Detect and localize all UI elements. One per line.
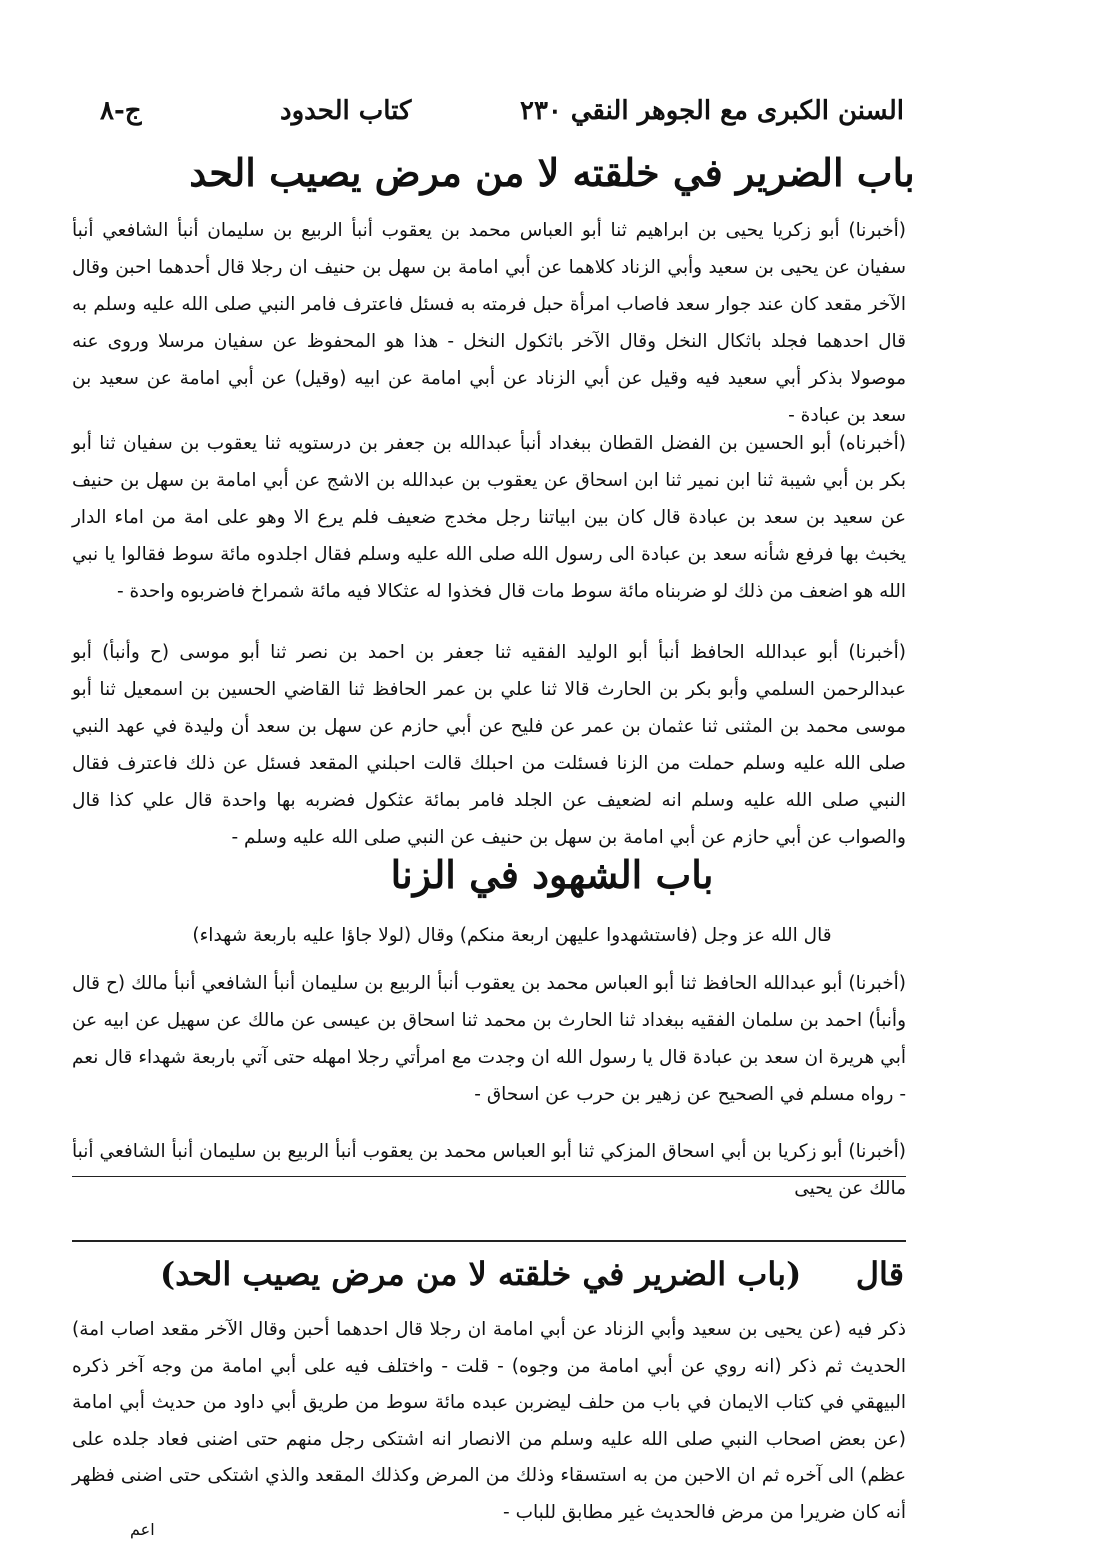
printer-signature: اعم [130,1520,155,1539]
commentary-title: (باب الضرير في خلقته لا من مرض يصيب الحد) [160,1255,802,1293]
commentary-label: قال [855,1255,904,1293]
running-header [100,96,904,136]
book-title: السنن الكبرى مع الجوهر النقي [570,96,904,126]
hadith-paragraph: (أخبرنا) أبو عبدالله الحافظ ثنا أبو العباس محمد بن يعقوب أنبأ الربيع بن سليمان أنبأ الشافعي أنبأ مالك (ح قال وأنبأ) احمد بن سلمان الفقيه ببغداد ثنا الحارث بن محمد ثنا اسحاق بن عيسى عن مالك عن سهيل عن ابيه عن أبي هريرة ان سعد بن عبادة قال يا رسول الله ان وجدت مع امرأتي رجلا امهله حتى آتي باربعة شهداء قال نعم - رواه مسلم في الصحيح عن زهير بن حرب عن اسحاق - [72,973,906,1105]
commentary-paragraph: ذكر فيه (عن يحيى بن سعيد وأبي الزناد عن أبي امامة ان رجلا قال احدهما أحبن وقال الآخر مقعد اصاب امة) الحديث ثم ذكر (انه روي عن أبي امامة من وجوه) - قلت - واختلف فيه على أبي امامة من وجه آخر ذكره البيهقي في كتاب الايمان في باب من حلف ليضربن عبده مائة سوط من طريق أبي داود من حديث أبي امامة (عن بعض اصحاب النبي صلى الله عليه وسلم من الانصار انه اشتكى رجل منهم حتى اضنى فعاد جلده على عظم) الى آخره ثم ان الاحبن من به استسقاء وذلك من المرض وكذلك المقعد والذي اشتكى حتى اضنى فظهر أنه كان ضريرا من مرض فالحديث غير مطابق للباب - [72,1319,906,1523]
divider [72,1176,906,1177]
hadith-paragraph: (أخبرنا) أبو زكريا يحيى بن ابراهيم ثنا أبو العباس محمد بن يعقوب أنبأ الربيع بن سليمان أنبأ الشافعي أنبأ سفيان عن يحيى بن سعيد وأبي الزناد كلاهما عن أبي امامة بن سهل بن حنيف ان رجلا قال أحدهما احبن وقال الآخر مقعد كان عند جوار سعد فاصاب امرأة حبل فرمته به فسئل فاعترف فامر النبي صلى الله عليه وسلم به قال احدهما فجلد باثكال النخل وقال الآخر باثكول النخل - هذا هو المحفوظ عن سفيان مرسلا وروى عنه موصولا بذكر أبي سعيد فيه وقيل عن أبي الزناد عن أبي امامة عن ابيه (وقيل) عن أبي امامة عن سعيد بن سعد بن عبادة - [72,220,906,426]
chapter-heading: باب الشهود في الزنا [390,852,714,897]
commentary-heading [120,1255,904,1305]
chapter-heading: باب الضرير في خلقته لا من مرض يصيب الحد [189,150,915,195]
hadith-paragraph: (أخبرنا) أبو عبدالله الحافظ أنبأ أبو الوليد الفقيه ثنا جعفر بن احمد بن نصر ثنا أبو موسى (ح وأنبأ) أبو عبدالرحمن السلمي وأبو بكر بن الحارث قالا ثنا علي بن عمر الحافظ ثنا القاضي الحسين بن اسمعيل ثنا أبو موسى محمد بن المثنى ثنا عثمان بن عمر عن فليح عن أبي حازم عن سهل بن سعد أن وليدة في عهد النبي صلى الله عليه وسلم حملت من الزنا فسئلت من احبلك قالت احبلني المقعد فسئل عن ذلك فاعترف فقال النبي صلى الله عليه وسلم انه لضعيف عن الجلد فامر بمائة عثكول فضربه بها واحدة قال علي كذا قال والصواب عن أبي حازم عن أبي امامة بن سهل بن حنيف عن النبي صلى الله عليه وسلم - [72,642,906,848]
divider [72,1240,906,1242]
hadith-paragraph: (أخبرنا) أبو زكريا بن أبي اسحاق المزكي ثنا أبو العباس محمد بن يعقوب أنبأ الربيع بن سليمان أنبأ الشافعي أنبأ مالك عن يحيى [72,1141,906,1199]
page-number: ٢٣٠ [520,96,562,126]
hadith-paragraph: (أخبرناه) أبو الحسين بن الفضل القطان ببغداد أنبأ عبدالله بن جعفر بن درستويه ثنا يعقوب بن سفيان ثنا أبو بكر بن أبي شيبة ثنا ابن نمير ثنا ابن اسحاق عن يعقوب بن عبدالله بن الاشج عن أبي امامة بن سهل بن حنيف عن سعيد بن سعد بن عبادة قال كان بين ابياتنا رجل مخدج ضعيف فلم يرع الا وهو على امة من اماء الدار يخبث بها فرفع شأنه سعد بن عبادة الى رسول الله صلى الله عليه وسلم فقال اجلدوه مائة سوط فقالوا يا نبي الله هو اضعف من ذلك لو ضربناه مائة سوط مات قال فخذوا له عثكالا فيه مائة شمراخ فاضربوه واحدة - [72,433,906,602]
volume-number: ج-٨ [100,96,142,126]
section-title: كتاب الحدود [280,96,412,126]
quran-verse: قال الله عز وجل (فاستشهدوا عليهن اربعة منكم) وقال (لولا جاؤا عليه باربعة شهداء) [192,925,832,946]
